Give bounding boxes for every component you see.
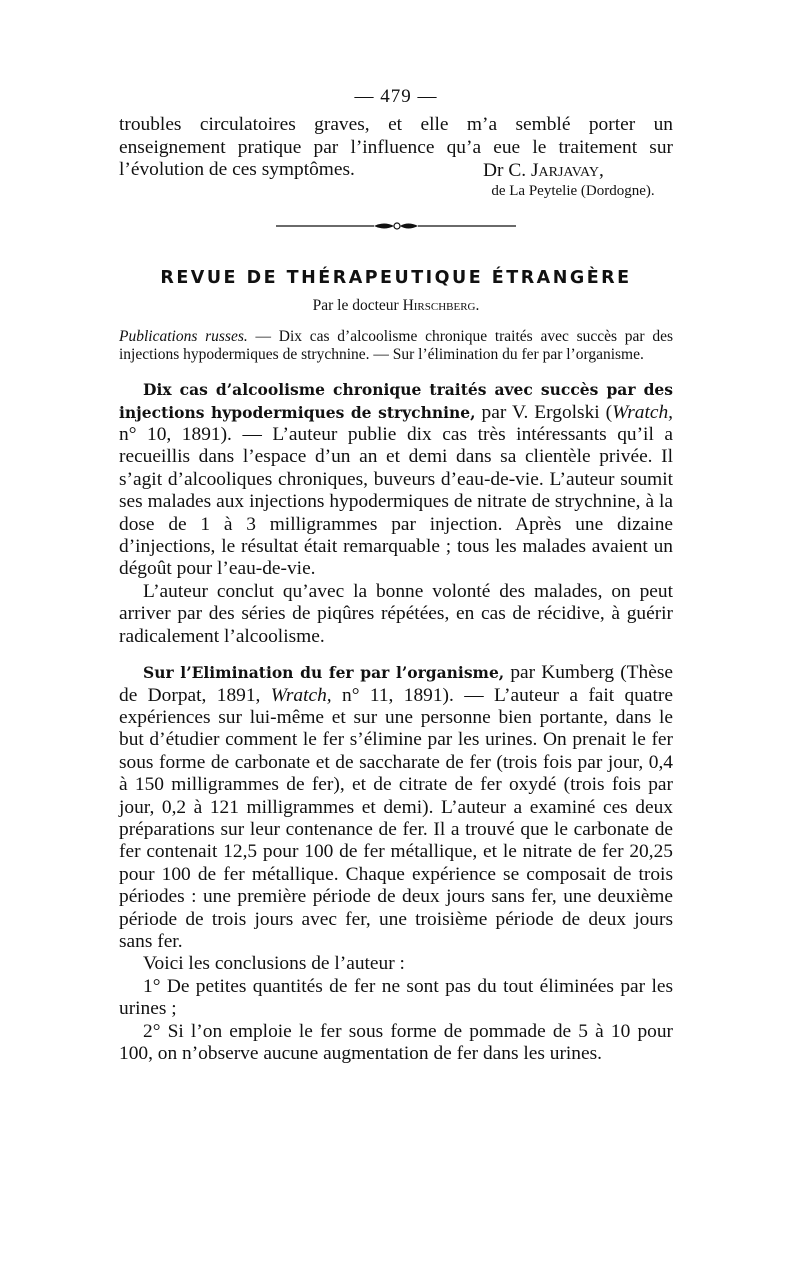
conclusion-point-1: 1° De petites quantités de fer ne sont pas du tout éliminées par les urines ; <box>119 975 673 1020</box>
section-title: REVUE DE THÉRAPEUTIQUE ÉTRANGÈRE <box>160 268 632 289</box>
page-number: — 479 — <box>354 86 438 107</box>
article1-journal: Wratch, <box>612 401 673 423</box>
article2-paragraph <box>119 662 673 953</box>
signature-title: Dr <box>483 159 504 181</box>
byline-author: Hirschberg. <box>402 297 480 315</box>
document-page <box>119 86 673 1065</box>
signature-surname: Jarjavay, <box>530 159 604 181</box>
article2-body: n° 11, 1891). — L’auteur a fait quatre expériences sur lui-même et sur une personne bien portante, dans le but d’étudier comment le fer s’élimine par les urines. On prenait le fer sous forme de carbonate et de saccharate de fer (trois fois par jour, 0,4 à 150 milligrammes de fer), et de citrate de fer oxydé (trois fois par jour, 0,2 à 121 milligrammes et demi). L’auteur a examiné ces deux préparations sur leur contenance de fer. Il a trouvé que le carbonate de fer contenait 12,5 pour 100 de fer métallique, et le nitrate de fer 20,25 pour 100 de fer métallique. Chaque expérience se composait de trois périodes : une première période de deux jours sans fer, une deuxième période de trois jours avec fer, une troisième période de deux jours sans fer. <box>119 684 673 952</box>
conclusion-point-2: 2° Si l’on emploie le fer sous forme de pommade de 5 à 10 pour 100, on n’observe aucune augmentation de fer dans les urines. <box>119 1020 673 1064</box>
signature-place: de La Peytelie (Dordogne). <box>491 183 655 200</box>
article1-author: par V. Ergolski ( <box>475 401 613 423</box>
article1-conclusion: L’auteur conclut qu’avec la bonne volonté des malades, on peut arriver par des séries de piqûres répétées, en cas de récidive, à guérir radicalement l’alcoolisme. <box>119 580 673 647</box>
byline-prefix: Par le docteur <box>312 297 399 315</box>
article2-journal: Wratch, <box>270 684 332 706</box>
article1-body: n° 10, 1891). — L’auteur publie dix cas très intéressants qu’il a recueillis dans l’espace d’un an et demi dans sa clientèle privée. Il s’agit d’alcooliques chroniques, buveurs d’eau-de-vie. L’auteur soumit ses malades aux injections hypodermiques de nitrate de strychnine, à la dose de 1 à 3 milligrammes par injection. Après une dizaine d’injections, le résultat était remarquable ; tous les malades avaient un dégoût pour l’eau-de-vie. <box>119 424 673 580</box>
continuation-paragraph: troubles circulatoires graves, et elle m’a semblé porter un enseignement pratique par l’influence qu’a eue le traitement sur l’évolution de ces symptômes. <box>119 114 673 181</box>
summary-paragraph <box>119 328 673 363</box>
article1-paragraph <box>119 379 673 581</box>
conclusions-intro: Voici les conclusions de l’auteur : <box>143 953 405 975</box>
article2-author: par Kumberg (Thèse de Dorpat, 1891, <box>119 662 673 706</box>
summary-label: Publications russes. <box>119 328 248 346</box>
signature-initial: C. <box>508 159 527 181</box>
ornament-rule <box>276 220 516 232</box>
article1-heading: Dix cas d’alcoolisme chronique traités avec succès par des injections hypodermiques de strychnine, <box>119 380 673 422</box>
section-byline <box>119 296 673 316</box>
signature-name <box>483 160 673 182</box>
article2-heading: Sur l’Elimination du fer par l’organisme, <box>143 663 505 683</box>
summary-text: — Dix cas d’alcoolisme chronique traités avec succès par des injections hypodermiques de strychnine. — Sur l’élimination du fer par l’organisme. <box>119 328 673 363</box>
